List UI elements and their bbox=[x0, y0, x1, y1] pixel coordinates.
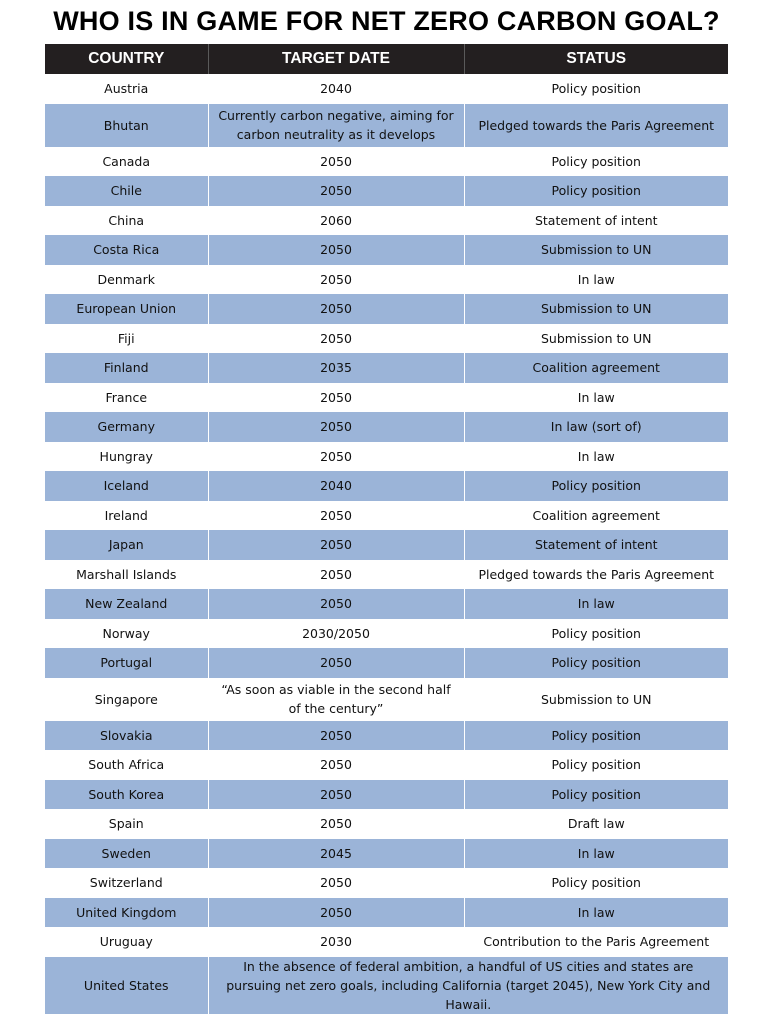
table-row bbox=[45, 74, 728, 104]
cell-status: Submission to UN bbox=[464, 235, 728, 265]
table-row bbox=[45, 619, 728, 649]
cell-status: Policy position bbox=[464, 868, 728, 898]
net-zero-table bbox=[45, 44, 728, 1014]
table-row bbox=[45, 471, 728, 501]
page-title: WHO IS IN GAME FOR NET ZERO CARBON GOAL? bbox=[53, 6, 720, 36]
cell-target-date: 2050 bbox=[208, 750, 464, 780]
cell-target-date: 2050 bbox=[208, 383, 464, 413]
cell-country: Finland bbox=[45, 353, 208, 383]
cell-country: Spain bbox=[45, 809, 208, 839]
table-row bbox=[45, 265, 728, 295]
net-zero-table-container bbox=[45, 44, 728, 1014]
table-row bbox=[45, 678, 728, 721]
cell-country: Japan bbox=[45, 530, 208, 560]
cell-status: Pledged towards the Paris Agreement bbox=[464, 104, 728, 147]
cell-status: Policy position bbox=[464, 176, 728, 206]
table-row bbox=[45, 750, 728, 780]
table-row bbox=[45, 721, 728, 751]
table-body bbox=[45, 74, 728, 1014]
cell-country: Switzerland bbox=[45, 868, 208, 898]
cell-target-date: 2040 bbox=[208, 74, 464, 104]
cell-country: France bbox=[45, 383, 208, 413]
cell-country: Ireland bbox=[45, 501, 208, 531]
cell-status: In law bbox=[464, 898, 728, 928]
cell-target-date: 2050 bbox=[208, 235, 464, 265]
cell-target-date: 2050 bbox=[208, 412, 464, 442]
cell-status: Submission to UN bbox=[464, 324, 728, 354]
cell-country: Uruguay bbox=[45, 927, 208, 957]
table-row bbox=[45, 868, 728, 898]
cell-status: Policy position bbox=[464, 619, 728, 649]
cell-target-date: Currently carbon negative, aiming for carbon neutrality as it develops bbox=[208, 104, 464, 147]
cell-country: Singapore bbox=[45, 678, 208, 721]
table-row bbox=[45, 780, 728, 810]
table-row bbox=[45, 809, 728, 839]
cell-country: South Africa bbox=[45, 750, 208, 780]
cell-country: Slovakia bbox=[45, 721, 208, 751]
cell-country: New Zealand bbox=[45, 589, 208, 619]
cell-country: Norway bbox=[45, 619, 208, 649]
cell-country: Chile bbox=[45, 176, 208, 206]
cell-target-date: In the absence of federal ambition, a handful of US cities and states are pursuing net zero goals, including California (target 2045), New York City and Hawaii. bbox=[208, 957, 728, 1014]
cell-target-date: 2030/2050 bbox=[208, 619, 464, 649]
table-row bbox=[45, 206, 728, 236]
table-row bbox=[45, 442, 728, 472]
table-row bbox=[45, 235, 728, 265]
cell-target-date: 2050 bbox=[208, 648, 464, 678]
cell-status: Pledged towards the Paris Agreement bbox=[464, 560, 728, 590]
cell-status: Draft law bbox=[464, 809, 728, 839]
cell-status: In law bbox=[464, 265, 728, 295]
cell-country: United States bbox=[45, 957, 208, 1014]
cell-target-date: 2050 bbox=[208, 442, 464, 472]
cell-target-date: 2035 bbox=[208, 353, 464, 383]
cell-country: Germany bbox=[45, 412, 208, 442]
cell-status: Policy position bbox=[464, 721, 728, 751]
table-row bbox=[45, 501, 728, 531]
table-row bbox=[45, 383, 728, 413]
table-row bbox=[45, 589, 728, 619]
table-row bbox=[45, 560, 728, 590]
cell-country: Costa Rica bbox=[45, 235, 208, 265]
cell-country: Austria bbox=[45, 74, 208, 104]
cell-status: Policy position bbox=[464, 471, 728, 501]
cell-country: Hungray bbox=[45, 442, 208, 472]
cell-target-date: “As soon as viable in the second half of the century” bbox=[208, 678, 464, 721]
cell-target-date: 2050 bbox=[208, 324, 464, 354]
cell-target-date: 2050 bbox=[208, 780, 464, 810]
table-row bbox=[45, 530, 728, 560]
column-header-target-date: TARGET DATE bbox=[208, 44, 464, 74]
column-header-status: STATUS bbox=[464, 44, 728, 74]
cell-status: Policy position bbox=[464, 147, 728, 177]
table-row bbox=[45, 927, 728, 957]
table-header-row bbox=[45, 44, 728, 74]
cell-target-date: 2050 bbox=[208, 147, 464, 177]
cell-target-date: 2050 bbox=[208, 530, 464, 560]
cell-status: Policy position bbox=[464, 750, 728, 780]
cell-country: United Kingdom bbox=[45, 898, 208, 928]
cell-status: Submission to UN bbox=[464, 678, 728, 721]
cell-country: European Union bbox=[45, 294, 208, 324]
cell-status: In law (sort of) bbox=[464, 412, 728, 442]
table-row bbox=[45, 412, 728, 442]
cell-country: Denmark bbox=[45, 265, 208, 295]
cell-status: Contribution to the Paris Agreement bbox=[464, 927, 728, 957]
cell-status: In law bbox=[464, 383, 728, 413]
table-row bbox=[45, 353, 728, 383]
cell-target-date: 2045 bbox=[208, 839, 464, 869]
table-row bbox=[45, 898, 728, 928]
cell-target-date: 2040 bbox=[208, 471, 464, 501]
cell-target-date: 2030 bbox=[208, 927, 464, 957]
cell-country: Canada bbox=[45, 147, 208, 177]
table-row bbox=[45, 147, 728, 177]
cell-target-date: 2050 bbox=[208, 868, 464, 898]
cell-status: Policy position bbox=[464, 74, 728, 104]
cell-country: Bhutan bbox=[45, 104, 208, 147]
cell-status: Submission to UN bbox=[464, 294, 728, 324]
cell-status: Policy position bbox=[464, 780, 728, 810]
cell-target-date: 2050 bbox=[208, 294, 464, 324]
cell-target-date: 2050 bbox=[208, 898, 464, 928]
cell-target-date: 2060 bbox=[208, 206, 464, 236]
cell-status: In law bbox=[464, 589, 728, 619]
cell-target-date: 2050 bbox=[208, 560, 464, 590]
cell-status: Coalition agreement bbox=[464, 501, 728, 531]
table-row bbox=[45, 176, 728, 206]
cell-status: Policy position bbox=[464, 648, 728, 678]
table-row bbox=[45, 104, 728, 147]
table-row bbox=[45, 839, 728, 869]
cell-status: Statement of intent bbox=[464, 206, 728, 236]
cell-target-date: 2050 bbox=[208, 176, 464, 206]
cell-country: Fiji bbox=[45, 324, 208, 354]
cell-target-date: 2050 bbox=[208, 265, 464, 295]
cell-status: In law bbox=[464, 442, 728, 472]
column-header-country: COUNTRY bbox=[45, 44, 208, 74]
table-row bbox=[45, 324, 728, 354]
cell-country: South Korea bbox=[45, 780, 208, 810]
cell-status: Coalition agreement bbox=[464, 353, 728, 383]
table-row bbox=[45, 957, 728, 1014]
cell-target-date: 2050 bbox=[208, 501, 464, 531]
table-row bbox=[45, 648, 728, 678]
cell-target-date: 2050 bbox=[208, 589, 464, 619]
cell-country: Portugal bbox=[45, 648, 208, 678]
cell-target-date: 2050 bbox=[208, 809, 464, 839]
cell-country: Marshall Islands bbox=[45, 560, 208, 590]
cell-status: Statement of intent bbox=[464, 530, 728, 560]
cell-country: Sweden bbox=[45, 839, 208, 869]
cell-country: China bbox=[45, 206, 208, 236]
table-row bbox=[45, 294, 728, 324]
cell-country: Iceland bbox=[45, 471, 208, 501]
cell-target-date: 2050 bbox=[208, 721, 464, 751]
cell-status: In law bbox=[464, 839, 728, 869]
